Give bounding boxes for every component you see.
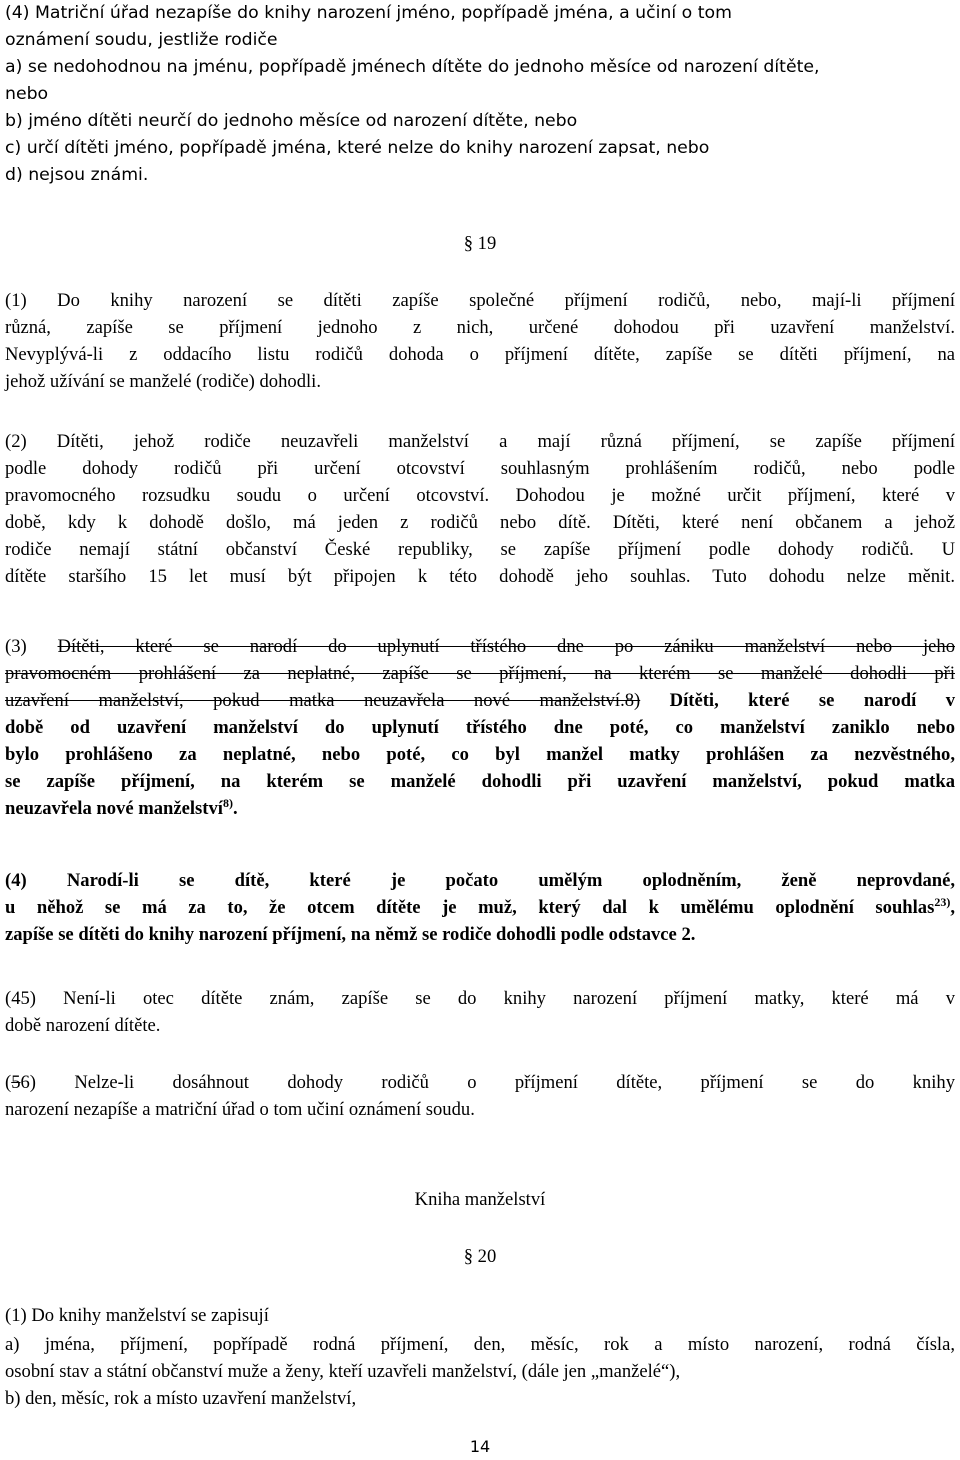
deleted-text: 5 [11,1072,21,1093]
inserted-text: bylo prohlášeno za neplatné, nebo poté, co byl manžel matky prohlášen za nezvěstného, [5,744,955,765]
text-part: 6) Nelze-li dosáhnout dohody rodičů o příjmení dítěte, příjmení se do knihy [20,1072,955,1093]
section-19-paragraph-5 [5,985,955,1039]
section-19-paragraph-2 [5,428,955,590]
text-line [5,985,955,1012]
section-19-paragraph-4 [5,867,955,948]
list-item: a) jména, příjmení, popřípadě rodná příjmení, den, měsíc, rok a místo narození, rodná čísla, [5,1334,955,1355]
section-20-items [5,1331,955,1412]
text-line: oznámení soudu, jestliže rodiče [5,30,278,50]
text-line [5,633,955,660]
paragraph-open: (4 [5,988,21,1009]
footnote-ref: 23) [934,895,951,909]
text-line: pravomocného rozsudku soudu o určení otcovství. Dohodou je možné určit příjmení, které v [5,485,955,506]
page-number: 14 [469,1437,491,1456]
section-19-heading: § 19 [463,233,497,254]
text-line: různá, zapíše se příjmení jednoho z nich, určené dohodou při uzavření manželství. [5,317,955,338]
text-line: (1) Do knihy manželství se zapisují [5,1305,269,1326]
text-line [5,1069,955,1096]
paragraph-open: ( [5,1072,12,1093]
footnote-ref: 8) [222,796,233,810]
text-line [5,687,955,714]
paragraph-number: (3) [5,636,58,657]
text-line: narození nezapíše a matriční úřad o tom učiní oznámení soudu. [5,1099,475,1120]
inserted-text: zapíše se dítěti do knihy narození příjmení, na němž se rodiče dohodli podle odstavce 2. [5,924,696,945]
section-20-paragraph-1 [5,1302,955,1329]
section-19-paragraph-3 [5,633,955,822]
section-19-paragraph-6 [5,1069,955,1123]
comma: , [950,897,955,918]
deleted-text: uzavření manželství, pokud matka neuzavřela nové manželství.8) [5,690,641,711]
text-line: Nevyplývá-li z oddacího listu rodičů dohoda o příjmení dítěte, zapíše se dítěti příjmení, na [5,344,955,365]
section-20-heading: § 20 [463,1246,497,1267]
inserted-text-end: neuzavřela nové manželství [5,798,223,819]
inserted-text [5,894,955,921]
inserted-text: Dítěti, které se narodí v [640,690,955,711]
list-item: osobní stav a státní občanství muže a ženy, kteří uzavřeli manželství, (dále jen „manželé“), [5,1361,681,1382]
inserted-text-part: u něhož se má za to, že otcem dítěte je muž, který dal k umělému oplodnění souhlas [5,897,935,918]
text-line: d) nejsou známi. [5,165,149,185]
text-line: dítěte staršího 15 let musí být připojen k této dohodě jeho souhlas. Tuto dohodu nelze měnit. [5,566,955,587]
text-line: (2) Dítěti, jehož rodiče neuzavřeli manželství a mají různá příjmení, se zapíše příjmení [5,431,955,452]
chapter-title: Kniha manželství [414,1189,546,1210]
text-line: době, kdy k dohodě došlo, má jeden z rodičů nebo dítě. Dítěti, které není občanem a jehož [5,512,955,533]
inserted-text: době od uzavření manželství do uplynutí třístého dne poté, co manželství zaniklo nebo [5,717,955,738]
list-item: b) den, měsíc, rok a místo uzavření manželství, [5,1388,357,1409]
text-line: c) určí dítěti jméno, popřípadě jména, které nelze do knihy narození zapsat, nebo [5,138,710,158]
inserted-text [5,795,955,822]
text-line: jehož užívání se manželé (rodiče) dohodli. [5,371,321,392]
period: . [232,798,238,819]
text-line: podle dohody rodičů při určení otcovství souhlasným prohlášením rodičů, nebo podle [5,458,955,479]
text-line: době narození dítěte. [5,1015,161,1036]
inserted-text: (4) Narodí-li se dítě, které je počato umělým oplodněním, ženě neprovdané, [5,870,955,891]
text-line: (1) Do knihy narození se dítěti zapíše společné příjmení rodičů, nebo, mají-li příjmení [5,290,955,311]
text-line: rodiče nemají státní občanství České republiky, se zapíše příjmení podle dohody rodičů. U [5,539,955,560]
section-19-paragraph-1 [5,287,955,395]
inserted-text: se zapíše příjmení, na kterém se manželé dohodli při uzavření manželství, pokud matka [5,771,955,792]
deleted-text: Dítěti, které se narodí do uplynutí třístého dne po zániku manželství nebo jeho [57,636,955,657]
text-part: 5) Není-li otec dítěte znám, zapíše se do knihy narození příjmení matky, které má v [20,988,955,1009]
text-line: nebo [5,84,49,104]
text-line: b) jméno dítěti neurčí do jednoho měsíce od narození dítěte, nebo [5,111,578,131]
text-line: a) se nedohodnou na jménu, popřípadě jménech dítěte do jednoho měsíce od narození dítěte, [5,57,820,77]
deleted-text: pravomocném prohlášení za neplatné, zapíše se příjmení, na kterém se manželé dohodli při [5,663,955,684]
intro-paragraph [5,0,955,189]
text-line: (4) Matriční úřad nezapíše do knihy narození jméno, popřípadě jména, a učiní o tom [5,3,732,23]
